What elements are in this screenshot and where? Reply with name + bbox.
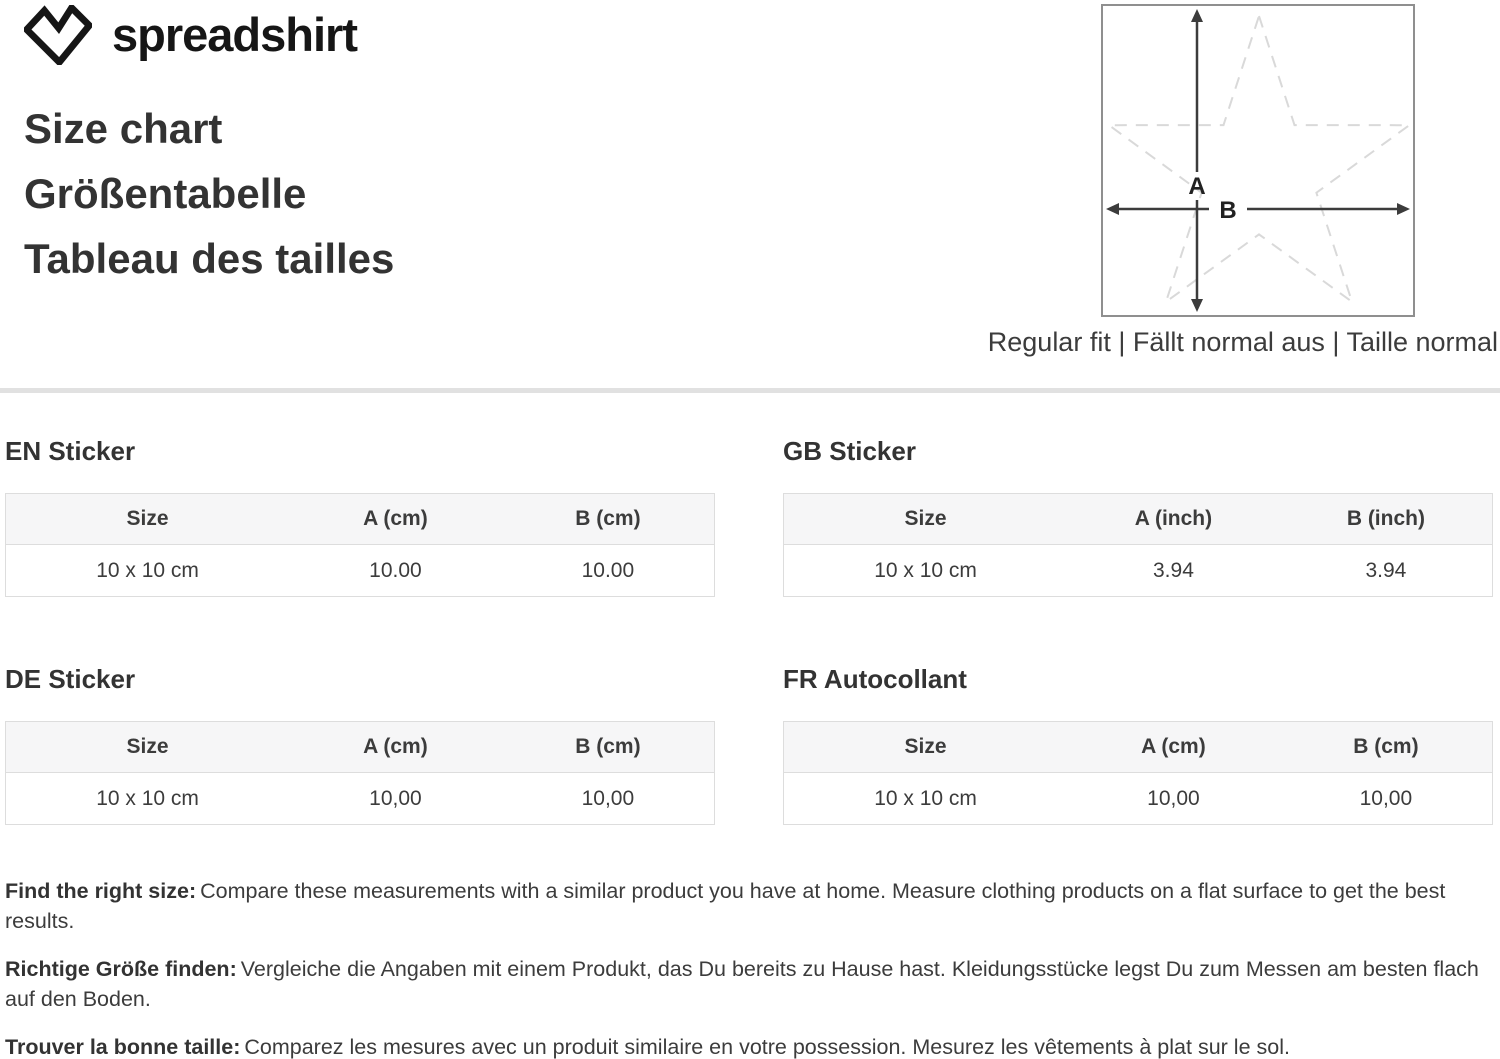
arrow-a-vertical: [1191, 9, 1203, 312]
column-header: B (cm): [502, 494, 715, 545]
size-table-fr: [783, 721, 1493, 825]
section-divider: [0, 388, 1500, 393]
instruction-en-text: Compare these measurements with a similar product you have at home. Measure clothing products on a flat surface to get the best results.: [5, 879, 1446, 933]
column-header: B (cm): [502, 722, 715, 773]
instruction-de: [5, 954, 1486, 1014]
table-header-row: [6, 722, 715, 773]
page-title-de: Größentabelle: [24, 170, 307, 217]
table-cell: 10,00: [1280, 773, 1493, 825]
column-header: B (inch): [1280, 494, 1493, 545]
column-header: Size: [784, 494, 1068, 545]
table-cell: 10 x 10 cm: [6, 545, 290, 597]
measure-diagram-svg: [1103, 6, 1413, 315]
table-row: [6, 545, 715, 597]
page-title-group: [24, 96, 394, 291]
diagram-label-b: B: [1219, 197, 1237, 224]
instruction-fr: [5, 1032, 1486, 1059]
table-row: [6, 773, 715, 825]
table-cell: 10,00: [1067, 773, 1280, 825]
brand-logo: [24, 4, 357, 66]
instruction-en: [5, 876, 1486, 936]
column-header: A (cm): [289, 494, 502, 545]
size-table-gb: [783, 493, 1493, 597]
column-header: A (cm): [289, 722, 502, 773]
fit-note: Regular fit | Fällt normal aus | Taille normal: [987, 327, 1498, 357]
size-table-section-fr: [783, 664, 1493, 825]
instruction-de-lead: Richtige Größe finden:: [5, 957, 237, 981]
column-header: A (cm): [1067, 722, 1280, 773]
table-title-en: EN Sticker: [5, 436, 136, 466]
table-cell: 10 x 10 cm: [784, 773, 1068, 825]
table-row: [784, 545, 1493, 597]
column-header: B (cm): [1280, 722, 1493, 773]
table-cell: 10,00: [502, 773, 715, 825]
table-cell: 10 x 10 cm: [6, 773, 290, 825]
table-cell: 10,00: [289, 773, 502, 825]
instruction-de-text: Vergleiche die Angaben mit einem Produkt, das Du bereits zu Hause hast. Kleidungsstücke legst Du zum Messen am besten flach auf den Boden.: [5, 957, 1479, 1011]
arrow-b-horizontal: [1106, 203, 1410, 215]
size-table-en: [5, 493, 715, 597]
table-title-de: DE Sticker: [5, 664, 136, 694]
table-header-row: [784, 494, 1493, 545]
instruction-en-lead: Find the right size:: [5, 879, 197, 903]
table-title-fr: FR Autocollant: [783, 664, 967, 694]
column-header: A (inch): [1067, 494, 1280, 545]
measuring-instructions: [5, 876, 1486, 1059]
instruction-fr-text: Comparez les mesures avec un produit similaire en votre possession. Mesurez les vêtements à plat sur le sol.: [244, 1035, 1290, 1059]
star-dashed-outline: [1109, 16, 1409, 302]
size-table-section-gb: [783, 436, 1493, 597]
brand-name: spreadshirt: [112, 8, 357, 61]
table-cell: 10 x 10 cm: [784, 545, 1068, 597]
table-header-row: [6, 494, 715, 545]
size-table-section-en: [5, 436, 715, 597]
column-header: Size: [6, 494, 290, 545]
size-table-de: [5, 721, 715, 825]
column-header: Size: [784, 722, 1068, 773]
table-header-row: [784, 722, 1493, 773]
table-cell: 10.00: [289, 545, 502, 597]
size-table-section-de: [5, 664, 715, 825]
table-row: [784, 773, 1493, 825]
measurement-diagram: [1101, 4, 1415, 317]
heart-logo-icon: [24, 5, 92, 65]
instruction-fr-lead: Trouver la bonne taille:: [5, 1035, 241, 1059]
diagram-label-a: A: [1188, 173, 1206, 200]
page-title-fr: Tableau des tailles: [24, 235, 395, 282]
table-title-gb: GB Sticker: [783, 436, 916, 466]
table-cell: 3.94: [1067, 545, 1280, 597]
page-title-en: Size chart: [24, 105, 223, 152]
table-cell: 10.00: [502, 545, 715, 597]
table-cell: 3.94: [1280, 545, 1493, 597]
column-header: Size: [6, 722, 290, 773]
